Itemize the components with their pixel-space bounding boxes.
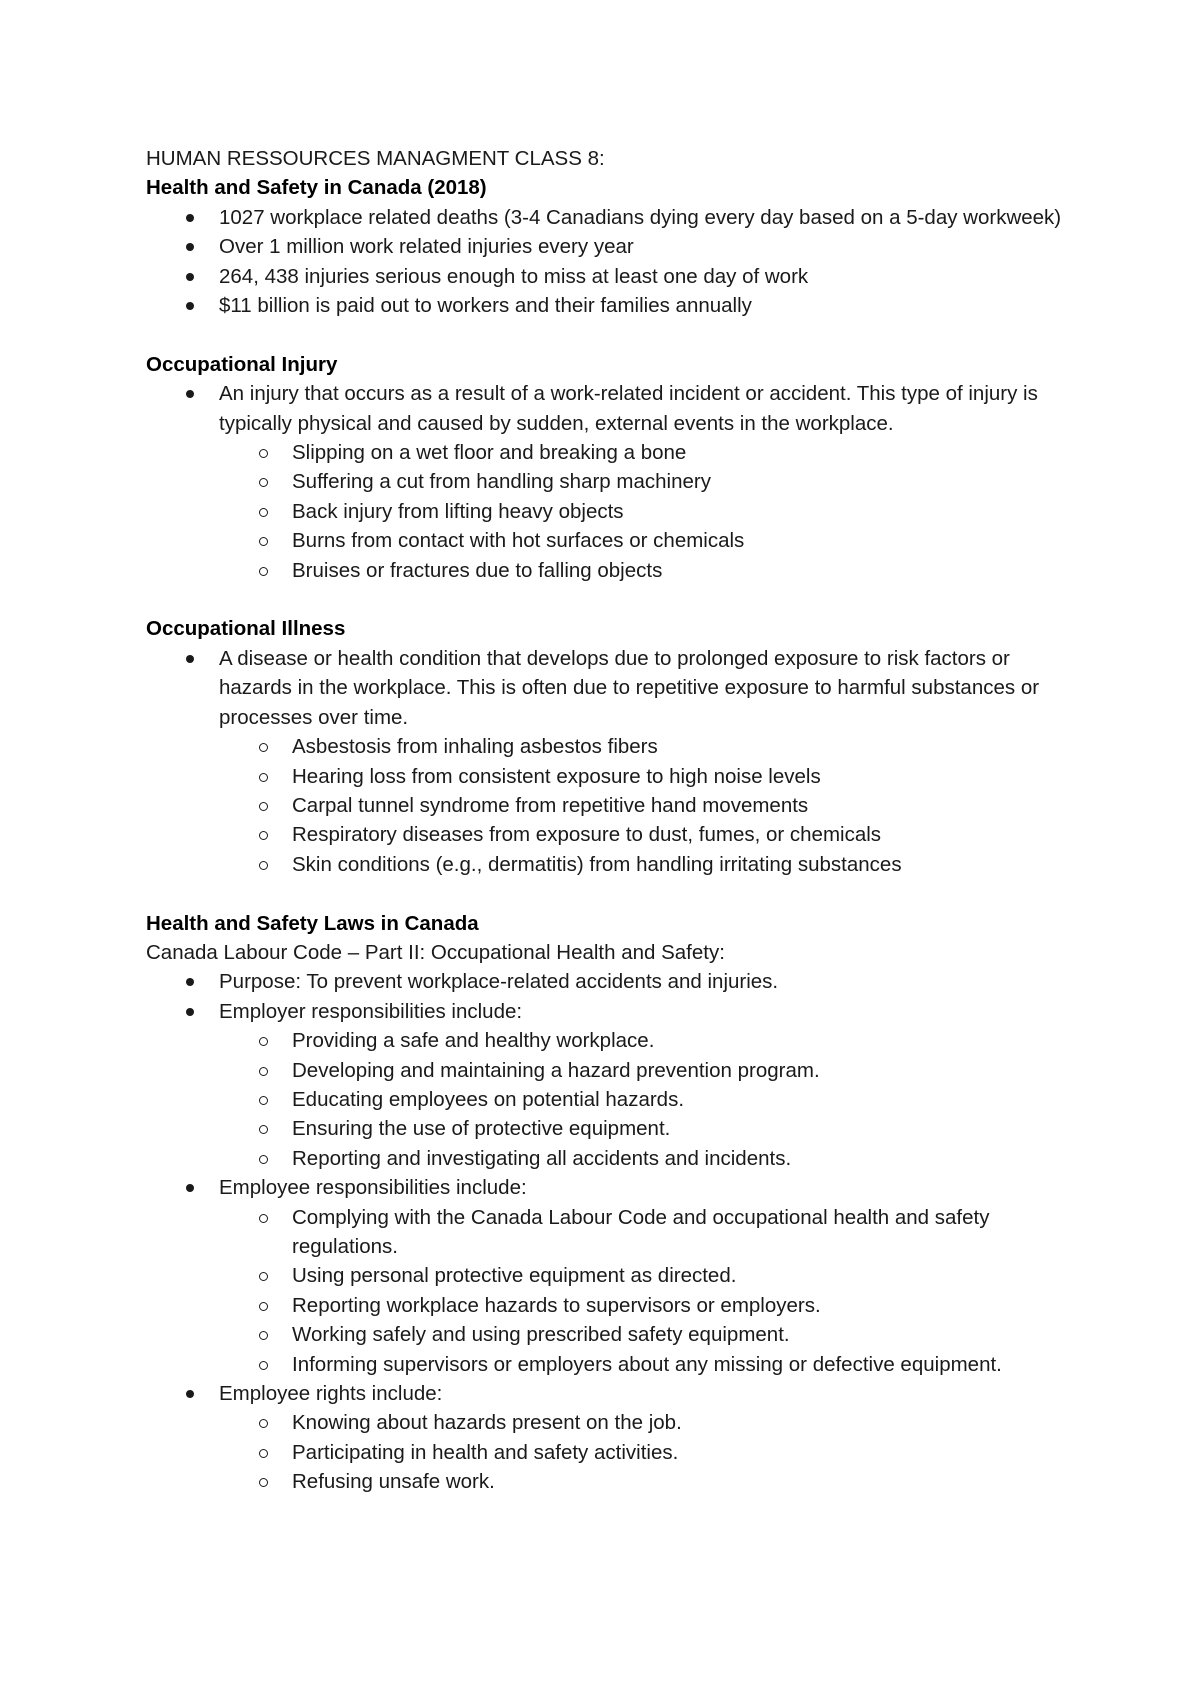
spacer bbox=[146, 585, 1080, 614]
illness-examples-list bbox=[219, 732, 1080, 879]
list-item: Respiratory diseases from exposure to dust, fumes, or chemicals bbox=[292, 820, 1080, 849]
section-heading-health-safety-canada: Health and Safety in Canada (2018) bbox=[146, 176, 487, 200]
bullet-icon bbox=[186, 1184, 194, 1192]
list-item: $11 billion is paid out to workers and their families annually bbox=[219, 291, 1080, 320]
section-subheading-labour-code: Canada Labour Code – Part II: Occupational Health and Safety: bbox=[146, 940, 725, 964]
hollow-bullet-icon bbox=[259, 1096, 268, 1105]
section-heading-occupational-illness: Occupational Illness bbox=[146, 617, 346, 641]
list-item: Reporting workplace hazards to supervisors or employers. bbox=[292, 1291, 1080, 1320]
hollow-bullet-icon bbox=[259, 567, 268, 576]
list-item: Carpal tunnel syndrome from repetitive hand movements bbox=[292, 791, 1080, 820]
list-item: Burns from contact with hot surfaces or chemicals bbox=[292, 526, 1080, 555]
list-item: Providing a safe and healthy workplace. bbox=[292, 1026, 1080, 1055]
bullet-icon bbox=[186, 978, 194, 986]
list-item: Back injury from lifting heavy objects bbox=[292, 497, 1080, 526]
hollow-bullet-icon bbox=[259, 1037, 268, 1046]
hollow-bullet-icon bbox=[259, 449, 268, 458]
stats-list bbox=[146, 203, 1080, 321]
list-item: Asbestosis from inhaling asbestos fibers bbox=[292, 732, 1080, 761]
hollow-bullet-icon bbox=[259, 508, 268, 517]
bullet-icon bbox=[186, 390, 194, 398]
injury-list bbox=[146, 379, 1080, 585]
list-item: Ensuring the use of protective equipment. bbox=[292, 1114, 1080, 1143]
list-item: A disease or health condition that develops due to prolonged exposure to risk factors or hazards in the workplace. This is often due to repetitive exposure to harmful substances or processes over time. Asbestosis from inhaling asbestos fibers Hearing loss from consistent exposure to high noise levels Carpal tunnel syndrome from repetitive hand movements Respiratory diseases from exposure to dust, fumes, or chemicals Skin conditions (e.g., dermatitis) from handling irritating substances bbox=[219, 644, 1080, 879]
list-item: Participating in health and safety activities. bbox=[292, 1438, 1080, 1467]
hollow-bullet-icon bbox=[259, 1272, 268, 1281]
hollow-bullet-icon bbox=[259, 773, 268, 782]
bullet-icon bbox=[186, 655, 194, 663]
list-item: Bruises or fractures due to falling objects bbox=[292, 556, 1080, 585]
list-item: Reporting and investigating all accidents and incidents. bbox=[292, 1144, 1080, 1173]
hollow-bullet-icon bbox=[259, 478, 268, 487]
list-item: 1027 workplace related deaths (3-4 Canadians dying every day based on a 5-day workweek) bbox=[219, 203, 1080, 232]
list-item: Informing supervisors or employers about any missing or defective equipment. bbox=[292, 1350, 1080, 1379]
list-item: Knowing about hazards present on the job. bbox=[292, 1408, 1080, 1437]
hollow-bullet-icon bbox=[259, 1331, 268, 1340]
bullet-icon bbox=[186, 302, 194, 310]
list-item: Over 1 million work related injuries every year bbox=[219, 232, 1080, 261]
illness-list bbox=[146, 644, 1080, 879]
bullet-icon bbox=[186, 1390, 194, 1398]
hollow-bullet-icon bbox=[259, 1125, 268, 1134]
hollow-bullet-icon bbox=[259, 861, 268, 870]
hollow-bullet-icon bbox=[259, 743, 268, 752]
section-heading-health-safety-laws: Health and Safety Laws in Canada bbox=[146, 911, 479, 935]
list-item: Skin conditions (e.g., dermatitis) from handling irritating substances bbox=[292, 850, 1080, 879]
hollow-bullet-icon bbox=[259, 1419, 268, 1428]
bullet-icon bbox=[186, 243, 194, 251]
list-item: Developing and maintaining a hazard prevention program. bbox=[292, 1056, 1080, 1085]
spacer bbox=[146, 320, 1080, 349]
list-item: An injury that occurs as a result of a work-related incident or accident. This type of injury is typically physical and caused by sudden, external events in the workplace. Slipping on a wet floor and breaking a bone Suffering a cut from handling sharp machinery Back injury from lifting heavy objects Burns from contact with hot surfaces or chemicals Bruises or fractures due to falling objects bbox=[219, 379, 1080, 585]
bullet-icon bbox=[186, 1008, 194, 1016]
hollow-bullet-icon bbox=[259, 1302, 268, 1311]
employee-rights-list bbox=[219, 1408, 1080, 1496]
hollow-bullet-icon bbox=[259, 1449, 268, 1458]
hollow-bullet-icon bbox=[259, 1361, 268, 1370]
hollow-bullet-icon bbox=[259, 1478, 268, 1487]
spacer bbox=[146, 879, 1080, 908]
list-item: Employer responsibilities include: Providing a safe and healthy workplace. Developing and maintaining a hazard prevention program. Educating employees on potential hazards. Ensuring the use of protective equipment. Reporting and investigating all accidents and incidents. bbox=[219, 997, 1080, 1173]
hollow-bullet-icon bbox=[259, 1214, 268, 1223]
hollow-bullet-icon bbox=[259, 831, 268, 840]
list-item: Suffering a cut from handling sharp machinery bbox=[292, 467, 1080, 496]
hollow-bullet-icon bbox=[259, 1067, 268, 1076]
section-heading-occupational-injury: Occupational Injury bbox=[146, 352, 338, 376]
list-item: Working safely and using prescribed safety equipment. bbox=[292, 1320, 1080, 1349]
list-item: Educating employees on potential hazards. bbox=[292, 1085, 1080, 1114]
list-item: Hearing loss from consistent exposure to high noise levels bbox=[292, 762, 1080, 791]
list-item: Slipping on a wet floor and breaking a bone bbox=[292, 438, 1080, 467]
employee-responsibilities-list bbox=[219, 1203, 1080, 1379]
list-item: Employee responsibilities include: Complying with the Canada Labour Code and occupational health and safety regulations. Using personal protective equipment as directed. Reporting workplace hazards to supervisors or employers. Working safely and using prescribed safety equipment. Informing supervisors or employers about any missing or defective equipment. bbox=[219, 1173, 1080, 1379]
hollow-bullet-icon bbox=[259, 1155, 268, 1164]
list-item: Refusing unsafe work. bbox=[292, 1467, 1080, 1496]
bullet-icon bbox=[186, 214, 194, 222]
laws-list bbox=[146, 967, 1080, 1496]
list-item: Using personal protective equipment as directed. bbox=[292, 1261, 1080, 1290]
list-item: Employee rights include: Knowing about hazards present on the job. Participating in health and safety activities. Refusing unsafe work. bbox=[219, 1379, 1080, 1497]
document-title: HUMAN RESSOURCES MANAGMENT CLASS 8: bbox=[146, 147, 605, 170]
list-item: Complying with the Canada Labour Code and occupational health and safety regulations. bbox=[292, 1203, 1080, 1262]
injury-examples-list bbox=[219, 438, 1080, 585]
hollow-bullet-icon bbox=[259, 537, 268, 546]
list-item: Purpose: To prevent workplace-related accidents and injuries. bbox=[219, 967, 1080, 996]
employer-responsibilities-list bbox=[219, 1026, 1080, 1173]
hollow-bullet-icon bbox=[259, 802, 268, 811]
list-item: 264, 438 injuries serious enough to miss at least one day of work bbox=[219, 262, 1080, 291]
bullet-icon bbox=[186, 273, 194, 281]
